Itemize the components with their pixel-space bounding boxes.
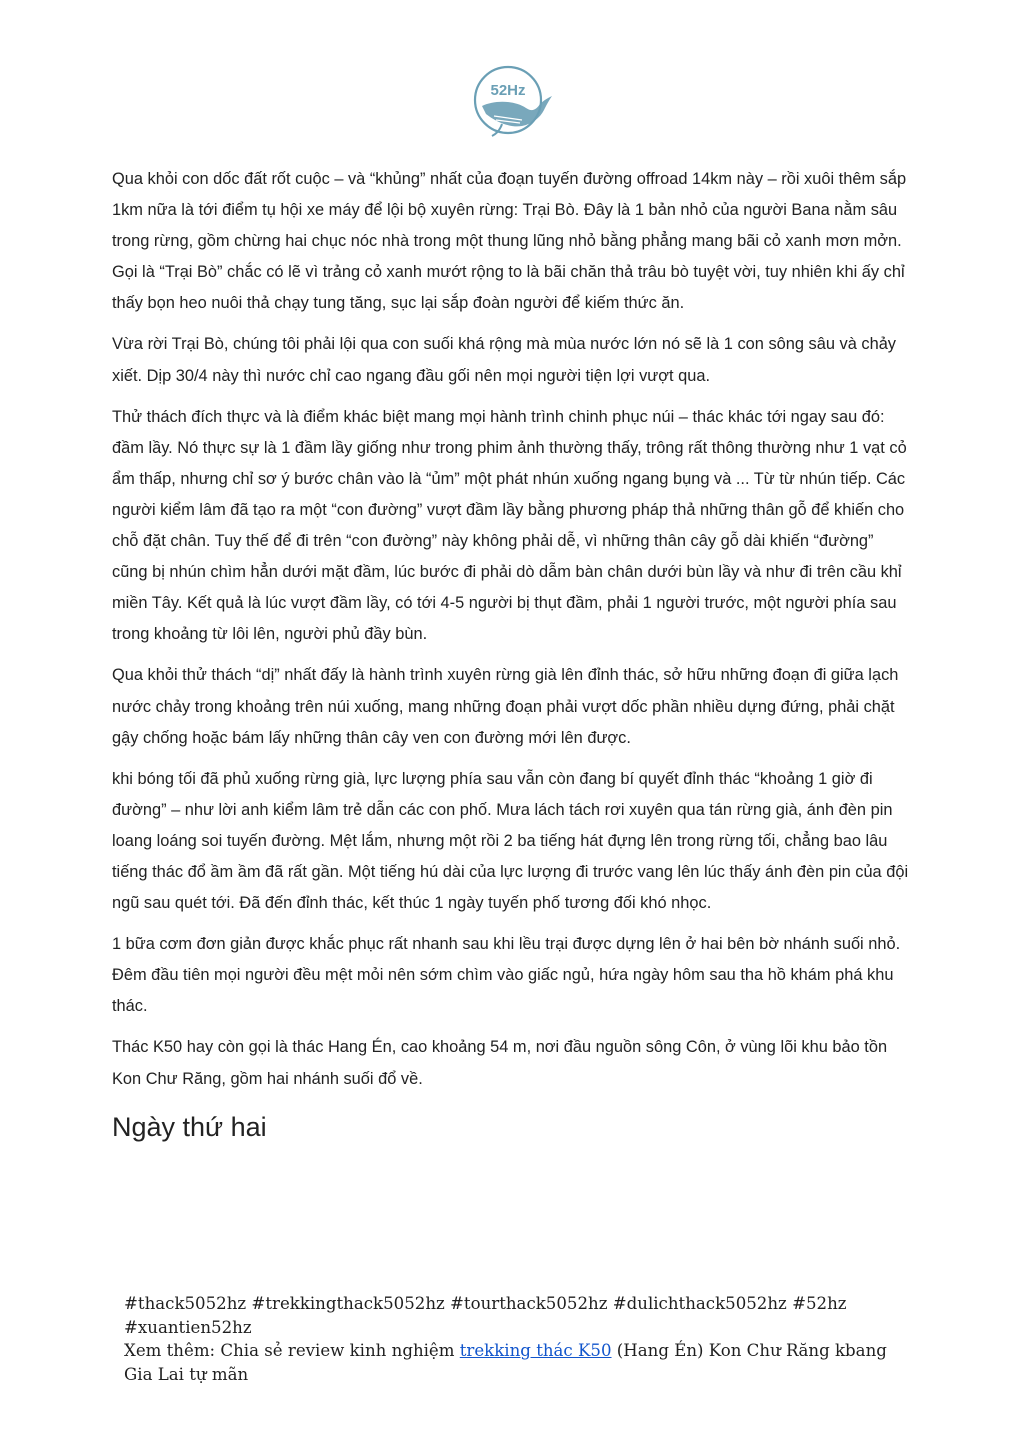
paragraph-forest-climb: Qua khỏi thử thách “dị” nhất đấy là hành trình xuyên rừng già lên đỉnh thác, sở hữu những đoạn đi giữa lạch nước chảy trong khoảng trên núi xuống, mang những đoạn phải vượt dốc phần nhiều dựng đứng, phải chặt gậy chống hoặc bám lấy những thân cây ven con đường mới lên được. xyxy=(112,666,899,747)
paragraph-night-arrival: khi bóng tối đã phủ xuống rừng già, lực lượng phía sau vẫn còn đang bí quyết đỉnh thác “khoảng 1 giờ đi đường” – như lời anh kiểm lâm trẻ dẫn các con phố. Mưa lách tách rơi xuyên qua tán rừng già, ánh đèn pin loang loáng soi tuyến đường. Mệt lắm, nhưng một rồi 2 ba tiếng hát đựng lên trong rừng tối, chẳng bao lâu tiếng thác đổ ầm ầm đã rất gần. Một tiếng hú dài của lực lượng đi trước vang lên lúc thấy ánh đèn pin của đội ngũ sau quét tới. Đã đến đỉnh thác, kết thúc 1 ngày tuyến phố tương đối khó nhọc. xyxy=(112,769,909,913)
paragraph-stream-crossing: Vừa rời Trại Bò, chúng tôi phải lội qua con suối khá rộng mà mùa nước lớn nó sẽ là 1 con sông sâu và chảy xiết. Dịp 30/4 này thì nước chỉ cao ngang đầu gối nên mọi người tiện lợi vượt qua. xyxy=(112,335,897,385)
trekking-k50-link[interactable]: trekking thác K50 xyxy=(459,1341,612,1360)
paragraph-camp-dinner: 1 bữa cơm đơn giản được khắc phục rất nhanh sau khi lều trại được dựng lên ở hai bên bờ nhánh suối nhỏ. Đêm đầu tiên mọi người đều mệt mỏi nên sớm chìm vào giấc ngủ, hứa ngày hôm sau tha hồ khám phá khu thác. xyxy=(112,935,901,1016)
logo-52hz xyxy=(466,60,556,142)
hashtags-line-1: #thack5052hz #trekkingthack5052hz #tourthack5052hz #dulichthack5052hz #52hz xyxy=(124,1294,847,1313)
see-more-line-2: Gia Lai tự mãn xyxy=(124,1364,249,1384)
paragraph-swamp: Thử thách đích thực và là điểm khác biệt mang mọi hành trình chinh phục núi – thác khác tới ngay sau đó: đầm lầy. Nó thực sự là 1 đầm lầy giống như trong phim ảnh thường thấy, trông rất thông thường như 1 vạt cỏ ẩm thấp, nhưng chỉ sơ ý bước chân vào là “ủm” một phát nhún xuống ngang bụng và ... Từ từ nhún tiếp. Các người kiểm lâm đã tạo ra một “con đường” vượt đầm lầy bằng phương pháp thả những thân gỗ để khiến cho chỗ đặt chân. Tuy thế để đi trên “con đường” này không phải dễ, vì những thân cây gỗ dài khiến “đường” cũng bị nhún chìm hẳn dưới mặt đầm, lúc bước đi phải dò dẫm bàn chân dưới bùn lầy và như đi trên cầu khỉ miền Tây. Kết quả là lúc vượt đầm lầy, có tới 4-5 người bị thụt đầm, phải 1 người trước, một người phía sau trong khoảng từ lôi lên, người phủ đầy bùn. xyxy=(112,407,907,644)
see-more-line xyxy=(124,1339,914,1363)
article-body xyxy=(112,164,912,1145)
see-more-suffix: (Hang Én) Kon Chư Răng kbang xyxy=(611,1341,887,1360)
section-heading-day-two: Ngày thứ hai xyxy=(112,1111,267,1142)
paragraph-trai-bo: Qua khỏi con dốc đất rốt cuộc – và “khủng” nhất của đoạn tuyến đường offroad 14km này – rồi xuôi thêm sắp 1km nữa là tới điểm tụ hội xe máy để lội bộ xuyên rừng: Trại Bò. Đây là 1 bản nhỏ của người Bana nằm sâu trong rừng, gồm chừng hai chục nóc nhà trong một thung lũng nhỏ bằng phẳng mang bãi cỏ xanh mơn mởn. Gọi là “Trại Bò” chắc có lẽ vì trảng cỏ xanh mướt rộng to là bãi chăn thả trâu bò tuyệt vời, tuy nhiên khi ấy chỉ thấy bọn heo nuôi thả chạy tung tăng, sục lại sắp đoàn người để kiếm thức ăn. xyxy=(112,170,907,313)
logo-text: 52Hz xyxy=(490,82,526,99)
footer-tags xyxy=(124,1292,914,1386)
hashtags-line-2: #xuantien52hz xyxy=(124,1317,252,1337)
see-more-prefix: Xem thêm: Chia sẻ review kinh nghiệm xyxy=(124,1341,460,1360)
paragraph-k50-info: Thác K50 hay còn gọi là thác Hang Én, cao khoảng 54 m, nơi đầu nguồn sông Côn, ở vùng lõi khu bảo tồn Kon Chư Răng, gồm hai nhánh suối đổ về. xyxy=(112,1038,888,1088)
